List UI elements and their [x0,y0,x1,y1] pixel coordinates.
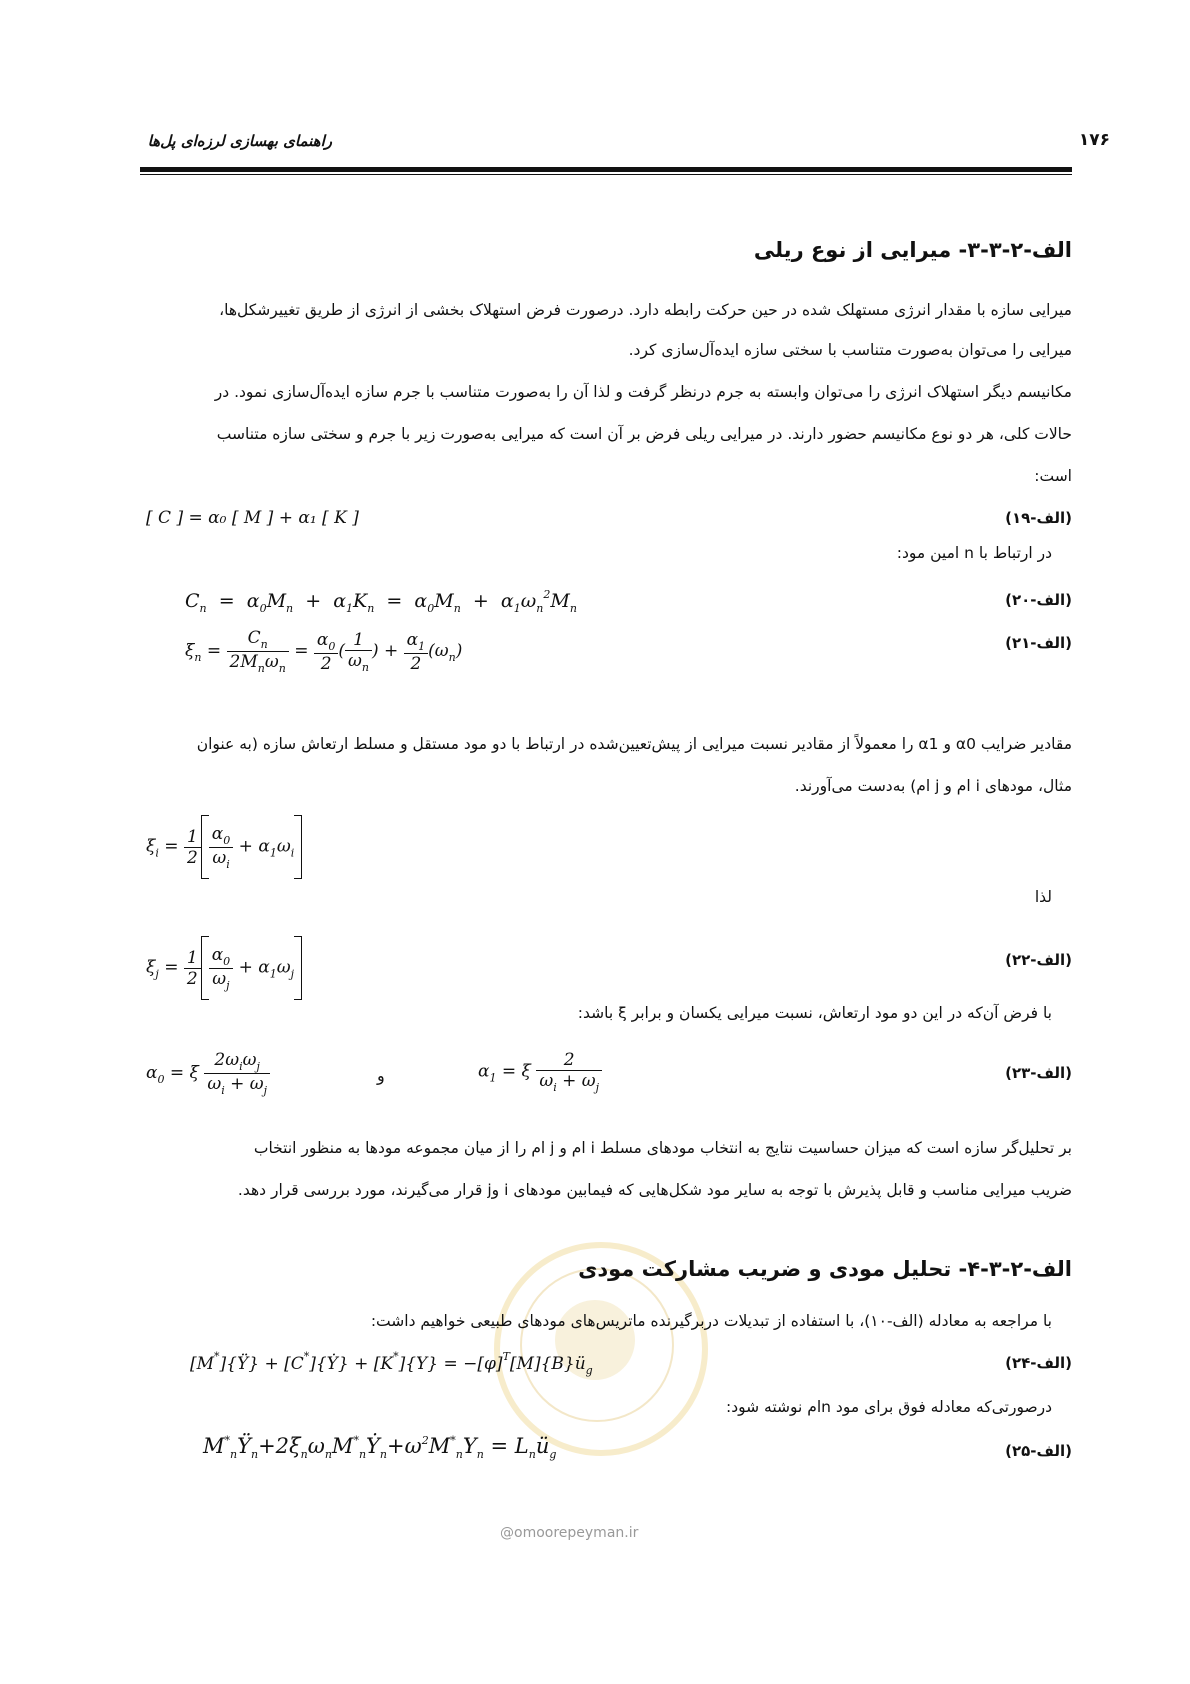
equation-label-24: (الف-۲۴) [1005,1354,1072,1372]
and-word: و [377,1066,385,1085]
paragraph-line: درصورتی‌که معادله فوق برای مود nام نوشته شود: [725,1398,1052,1416]
equation-23-alpha1: $\alpha_1 = \xi$ $\frac{2}{\omega_i + \omega_j}$ [478,1050,602,1094]
equation-23-alpha0: $\alpha_0 = \xi$ $\frac{2\omega_i\omega_j}{\omega_i + \omega_j}$ [146,1050,270,1097]
equation-24: [M*]{Ÿ} + [C*]{Ẏ} + $[K^*]\{Y\} = -[\varphi]^T[M]\{B\}ü_g$ [190,1350,593,1377]
paragraph-line: بر تحلیل‌گر سازه است که میزان حساسیت نتایج به انتخاب مودهای مسلط i ام و j ام را از میان مجموعه مودها به منظور انتخاب [253,1139,1072,1157]
section-heading-rayleigh: الف-۲-۳-۳- میرایی از نوع ریلی [753,238,1072,262]
paragraph-line: ضریب میرایی مناسب و قابل پذیرش با توجه به سایر مود شکل‌هایی که فیمابین مودهای i وj قرار می‌گیرند، مورد بررسی قرار دهد. [237,1181,1072,1199]
paragraph-line: میرایی را می‌توان به‌صورت متناسب با سختی سازه ایده‌آل‌سازی کرد. [628,341,1072,359]
paragraph-line: میرایی سازه با مقدار انرژی مستهلک شده در حین حرکت رابطه دارد. درصورت فرض استهلاک بخشی از انرژی از طریق تغییرشکل‌ها، [219,301,1072,319]
equation-20: $C_n = \alpha_0M_n + \alpha_1K_n = \alpha_0M_n + \alpha_1\omega_n^2M_n$ [185,588,577,615]
page-number: ۱۷۶ [1078,130,1110,150]
section-heading-modal-analysis: الف-۲-۳-۴- تحلیل مودی و ضریب مشارکت مودی [578,1257,1072,1281]
equation-label-20: (الف-۲۰) [1005,591,1072,609]
equation-21: $\xi_n$ = $\frac{C_n}{2M_n\omega_n}$ = $\frac{\alpha_0}{2}$ ( $\frac{1}{\omega_n}$ ) + $\frac{\alpha_1}{2}$ $(\omega_n)$ [185,628,463,675]
equation-label-23: (الف-۲۳) [1005,1064,1072,1082]
equation-label-25: (الف-۲۵) [1005,1442,1072,1460]
equation-19: [ C ] = α₀ [ M ] + α₁ [ K ] [146,508,359,528]
assumption-text: با فرض آن‌که در این دو مود ارتعاش، نسبت میرایی یکسان و برابر ξ باشد: [577,1004,1052,1022]
equation-label-19: (الف-۱۹) [1005,509,1072,527]
equation-22: $\xi_j$ = $\frac{1}{2}$ $\frac{\alpha_0}{\omega_j}$ + $\alpha_1\omega_j$ [146,936,302,1000]
paragraph-line: مثال، مودهای i ام و j ام) به‌دست می‌آورند. [794,777,1072,795]
mode-intro-text: در ارتباط با n امین مود: [896,544,1052,562]
paragraph-line: است: [1034,467,1072,485]
running-header-title: راهنمای بهسازی لرزه‌ای پل‌ها [147,132,332,150]
paragraph-line: با مراجعه به معادله (الف-۱۰)، با استفاده از تبدیلات دربرگیرنده ماتریس‌های مودهای طبیعی خواهیم داشت: [370,1312,1052,1330]
paragraph-line: مقادیر ضرایب α0 و α1 را معمولاً از مقادیر نسبت میرایی از پیش‌تعیین‌شده در ارتباط با دو مود مستقل و مسلط ارتعاش سازه (به عنوان [196,735,1072,753]
equation-25: $M^*_nŸ_n+2\xi_n\omega_nM^*_nẎ_n+\omega^2M^*_nY_n$ = $L_nü_g$ [203,1434,557,1461]
paragraph-line: مکانیسم دیگر استهلاک انرژی را می‌توان وابسته به جرم درنظر گرفت و لذا آن را به‌صورت متناسب با جرم سازه ایده‌آل‌سازی نمود. در [214,383,1072,401]
equation-label-21: (الف-۲۱) [1005,634,1072,652]
watermark-url: @omoorepeyman.ir [500,1525,639,1541]
therefore-word: لذا [1034,888,1052,906]
equation-label-22: (الف-۲۲) [1005,951,1072,969]
equation-xi-i: $\xi_i$ = $\frac{1}{2}$ $\frac{\alpha_0}{\omega_i}$ + $\alpha_1\omega_i$ [146,815,302,879]
header-rule-thin [140,174,1072,175]
header-rule [140,167,1072,172]
paragraph-line: حالات کلی، هر دو نوع مکانیسم حضور دارند. در میرایی ریلی فرض بر آن است که میرایی به‌صورت زیر با جرم و سختی سازه متناسب [216,425,1072,443]
